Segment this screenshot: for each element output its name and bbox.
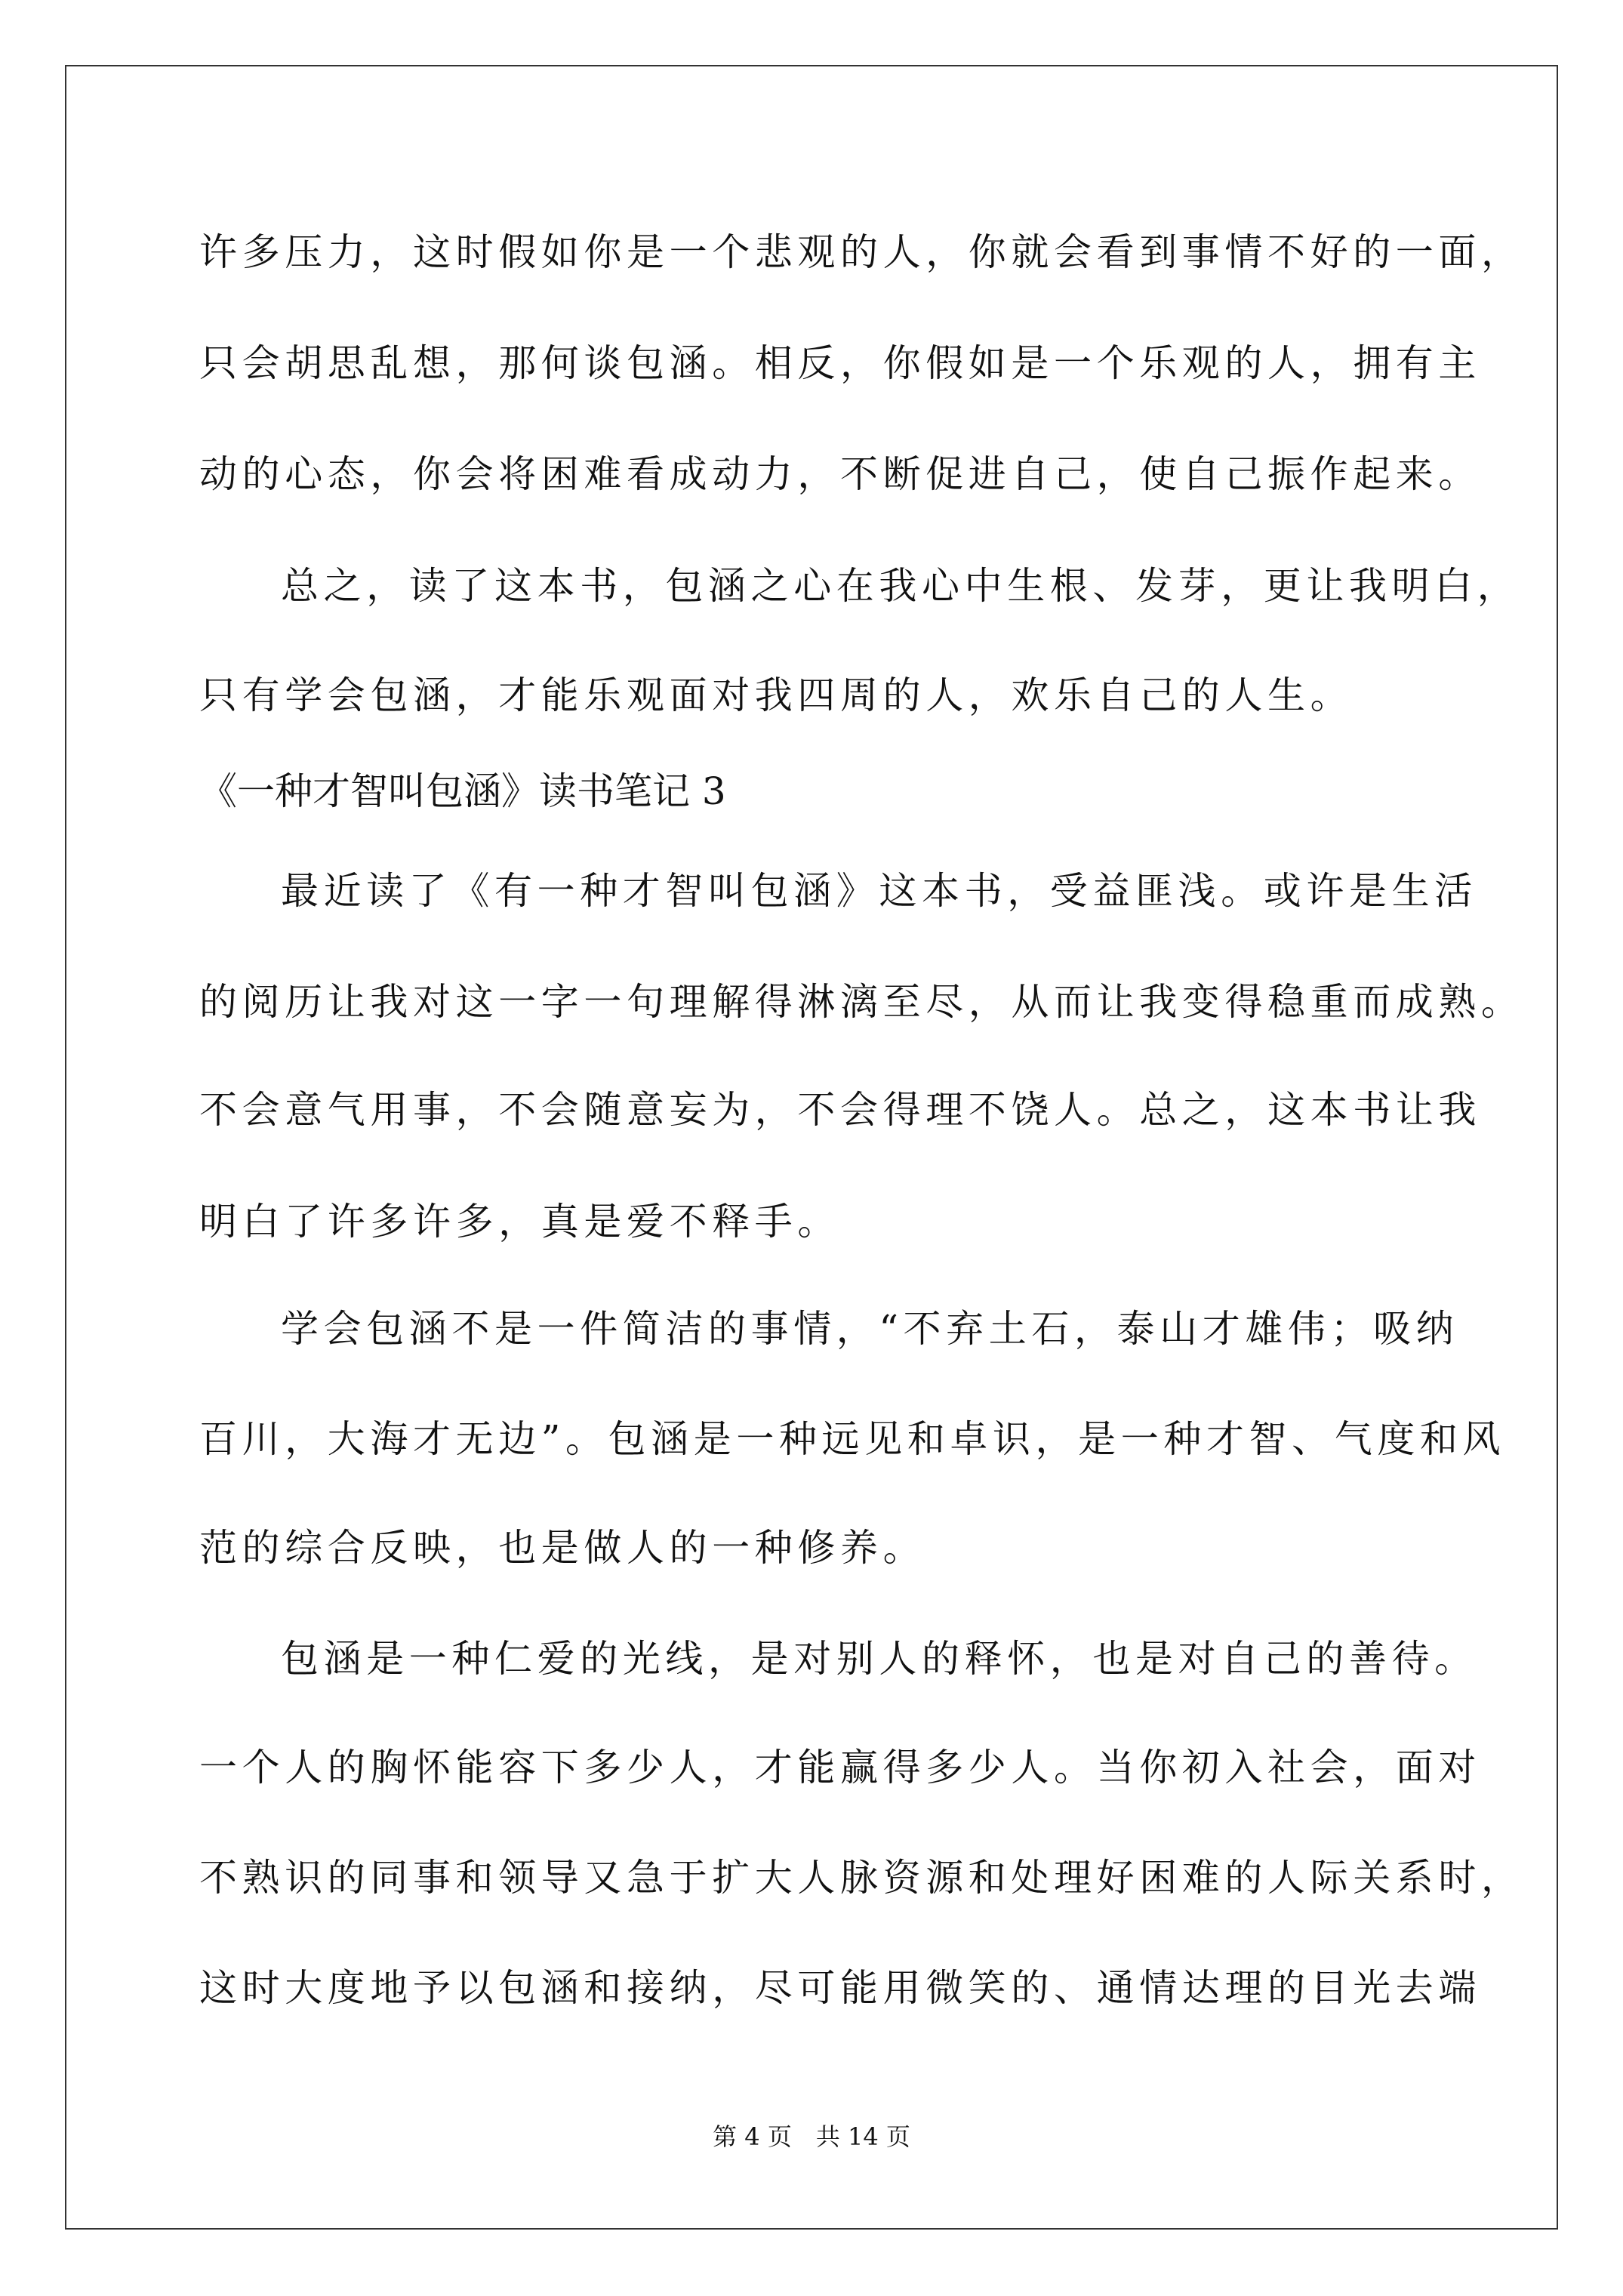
- text-line: 不熟识的同事和领导又急于扩大人脉资源和处理好困难的人际关系时，: [199, 1856, 1524, 1900]
- text-line: 的阅历让我对这一字一句理解得淋漓至尽，从而让我变得稳重而成熟。: [199, 980, 1524, 1024]
- text-line: 动的心态，你会将困难看成动力，不断促进自己，使自己振作起来。: [199, 452, 1481, 496]
- text-line: 只会胡思乱想，那何谈包涵。相反，你假如是一个乐观的人，拥有主: [199, 341, 1481, 385]
- page-number-footer: 第 4 页 共 14 页: [713, 2122, 910, 2151]
- page-border: [65, 65, 1558, 2230]
- text-line: 明白了许多许多，真是爱不释手。: [199, 1200, 840, 1244]
- text-line: 只有学会包涵，才能乐观面对我四周的人，欢乐自己的人生。: [199, 673, 1354, 717]
- text-line: 不会意气用事，不会随意妄为，不会得理不饶人。总之，这本书让我: [199, 1088, 1481, 1132]
- text-line: 百川，大海才无边”。包涵是一种远见和卓识，是一种才智、气度和风: [199, 1417, 1506, 1461]
- text-line: 许多压力，这时假如你是一个悲观的人，你就会看到事情不好的一面，: [199, 230, 1524, 274]
- text-line: 一个人的胸怀能容下多少人，才能赢得多少人。当你初入社会，面对: [199, 1746, 1481, 1789]
- text-line: 总之，读了这本书，包涵之心在我心中生根、发芽，更让我明白，: [281, 564, 1520, 608]
- text-line: 范的综合反映，也是做人的一种修养。: [199, 1526, 926, 1570]
- section-heading: 《一种才智叫包涵》读书笔记 3: [199, 769, 726, 813]
- text-line: 最近读了《有一种才智叫包涵》这本书，受益匪浅。或许是生活: [281, 869, 1477, 913]
- text-line: 学会包涵不是一件简洁的事情，“不弃土石，泰山才雄伟；吸纳: [281, 1307, 1459, 1351]
- text-line: 包涵是一种仁爱的光线，是对别人的释怀，也是对自己的善待。: [281, 1637, 1477, 1681]
- text-line: 这时大度地予以包涵和接纳，尽可能用微笑的、通情达理的目光去端: [199, 1966, 1481, 2010]
